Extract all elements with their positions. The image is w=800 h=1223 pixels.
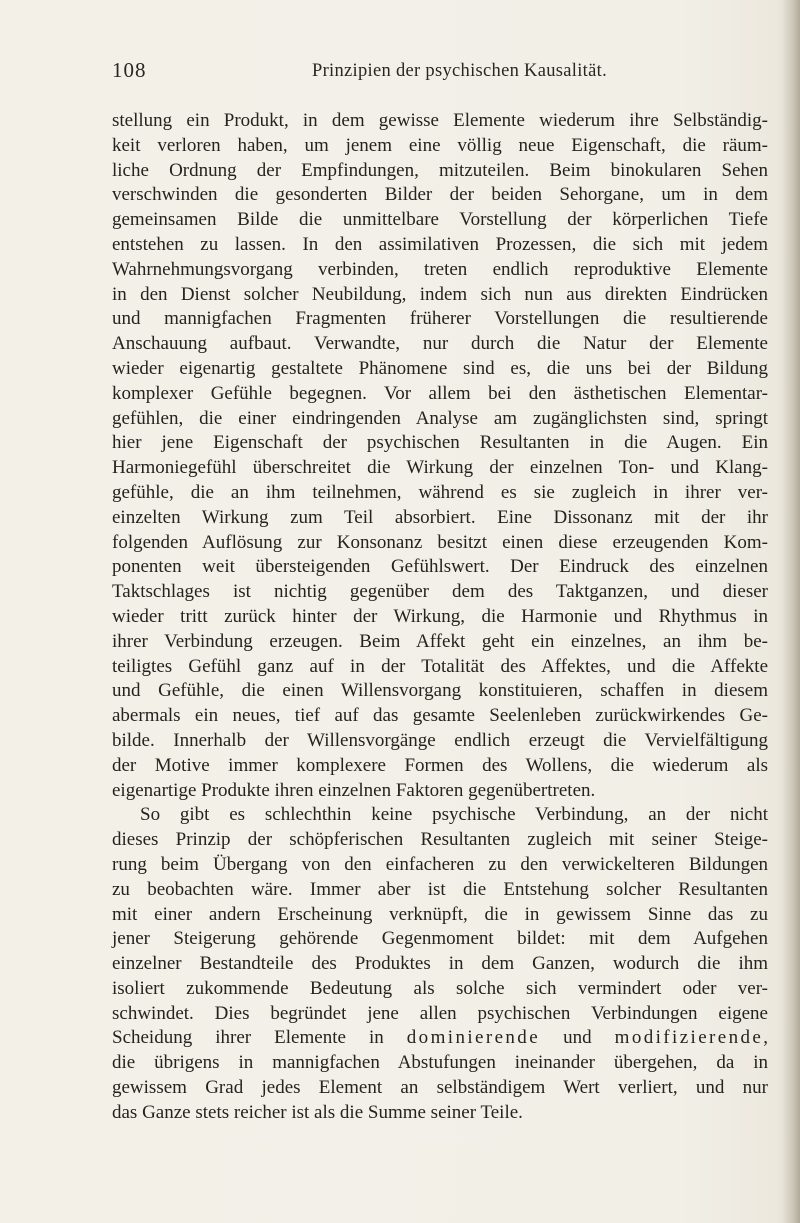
text-line: stellung ein Produkt, in dem gewisse Elemente wiederum ihre Selbständig- xyxy=(112,110,768,131)
text-line: Harmoniegefühl überschreitet die Wirkung der einzelnen Ton- und Klang- xyxy=(112,457,768,479)
text-line: Wahrnehmungsvorgang verbinden, treten endlich reproduktive Elemente xyxy=(112,258,768,280)
text-line: ponenten weit übersteigenden Gefühlswert. Der Eindruck des einzelnen xyxy=(112,556,768,578)
text-line: Taktschlages ist nichtig gegenüber dem des Taktganzen, und dieser xyxy=(112,581,768,603)
text-line: rung beim Übergang von den einfacheren zu den verwickelteren Bildungen xyxy=(112,853,768,875)
text-line: teiligtes Gefühl ganz auf in der Totalität des Affektes, und die Affekte xyxy=(112,655,768,677)
paragraph-end-line: eigenartige Produkte ihren einzelnen Faktoren gegenübertreten. xyxy=(112,779,596,801)
text-line: keit verloren haben, um jenem eine völlig neue Eigenschaft, die räum- xyxy=(112,134,768,156)
paragraph-end-line: das Ganze stets reicher ist als die Summe seiner Teile. xyxy=(112,1101,523,1123)
page-number: 108 xyxy=(112,58,147,82)
text-line: verschwinden die gesonderten Bilder der beiden Sehorgane, um in dem xyxy=(112,184,768,206)
running-head: Prinzipien der psychischen Kausalität. xyxy=(312,61,607,81)
line-segment: Scheidung ihrer Elemente in xyxy=(112,1027,407,1049)
line-segment: und xyxy=(540,1027,615,1049)
page-header xyxy=(112,58,752,88)
text-line: gefühlen, die einer eindringenden Analyse am zugänglichsten sind, springt xyxy=(112,407,768,429)
text-line: und mannigfachen Fragmenten früherer Vorstellungen die resultierende xyxy=(112,308,768,330)
text-line: dieses Prinzip der schöpferischen Resultanten zugleich mit seiner Steige- xyxy=(112,829,768,851)
text-line: hier jene Eigenschaft der psychischen Resultanten in die Augen. Ein xyxy=(112,432,768,454)
text-line: Anschauung aufbaut. Verwandte, nur durch die Natur der Elemente xyxy=(112,333,768,355)
line-segment: , xyxy=(763,1027,768,1049)
body-text xyxy=(112,109,768,1126)
text-line: bilde. Innerhalb der Willensvorgänge endlich erzeugt die Vervielfältigung xyxy=(112,729,768,751)
text-line: folgenden Auflösung zur Konsonanz besitzt einen diese erzeugenden Kom- xyxy=(112,531,768,553)
text-line: komplexer Gefühle begegnen. Vor allem bei den ästhetischen Elementar- xyxy=(112,382,768,404)
text-line: gefühle, die an ihm teilnehmen, während es sie zugleich in ihrer ver- xyxy=(112,481,768,503)
text-line: schwindet. Dies begründet jene allen psychischen Verbindungen eigene xyxy=(112,1002,768,1024)
text-line: entstehen zu lassen. In den assimilativen Prozessen, die sich mit jedem xyxy=(112,233,768,255)
text-line: mit einer andern Erscheinung verknüpft, die in gewissem Sinne das zu xyxy=(112,903,768,925)
text-line: einzelner Bestandteile des Produktes in dem Ganzen, wodurch die ihm xyxy=(112,953,768,975)
emphasis-dominierende: dominierende xyxy=(406,1027,541,1049)
text-line: ihrer Verbindung erzeugen. Beim Affekt geht ein einzelnes, an ihm be- xyxy=(112,630,768,652)
text-line: jener Steigerung gehörende Gegenmoment bildet: mit dem Aufgehen xyxy=(112,928,768,950)
text-line: zu beobachten wäre. Immer aber ist die Entstehung solcher Resultanten xyxy=(112,878,768,900)
text-line: die übrigens in mannigfachen Abstufungen ineinander übergehen, da in xyxy=(112,1052,768,1074)
text-line: abermals ein neues, tief auf das gesamte Seelenleben zurückwirkendes Ge- xyxy=(112,705,768,727)
text-line: und Gefühle, die einen Willensvorgang konstituieren, schaffen in diesem xyxy=(112,680,768,702)
text-line: gemeinsamen Bilde die unmittelbare Vorstellung der körperlichen Tiefe xyxy=(112,209,768,231)
text-line: einzelten Wirkung zum Teil absorbiert. Eine Dissonanz mit der ihr xyxy=(112,506,768,528)
paragraph-start-line: So gibt es schlechthin keine psychische Verbindung, an der nicht xyxy=(140,804,768,826)
text-line: wieder tritt zurück hinter der Wirkung, die Harmonie und Rhythmus in xyxy=(112,605,768,627)
page-edge-shadow xyxy=(782,0,800,1223)
text-line: liche Ordnung der Empfindungen, mitzuteilen. Beim binokularen Sehen xyxy=(112,159,768,181)
text-line-emphasis xyxy=(112,1026,768,1051)
text-line: gewissem Grad jedes Element an selbständigem Wert verliert, und nur xyxy=(112,1077,768,1099)
text-line: wieder eigenartig gestaltete Phänomene sind es, die uns bei der Bildung xyxy=(112,357,768,379)
emphasis-modifizierende: modifizierende xyxy=(614,1027,764,1049)
text-line: isoliert zukommende Bedeutung als solche sich vermindert oder ver- xyxy=(112,977,768,999)
text-line: der Motive immer komplexere Formen des Wollens, die wiederum als xyxy=(112,754,768,776)
text-line: in den Dienst solcher Neubildung, indem sich nun aus direkten Eindrücken xyxy=(112,283,768,305)
